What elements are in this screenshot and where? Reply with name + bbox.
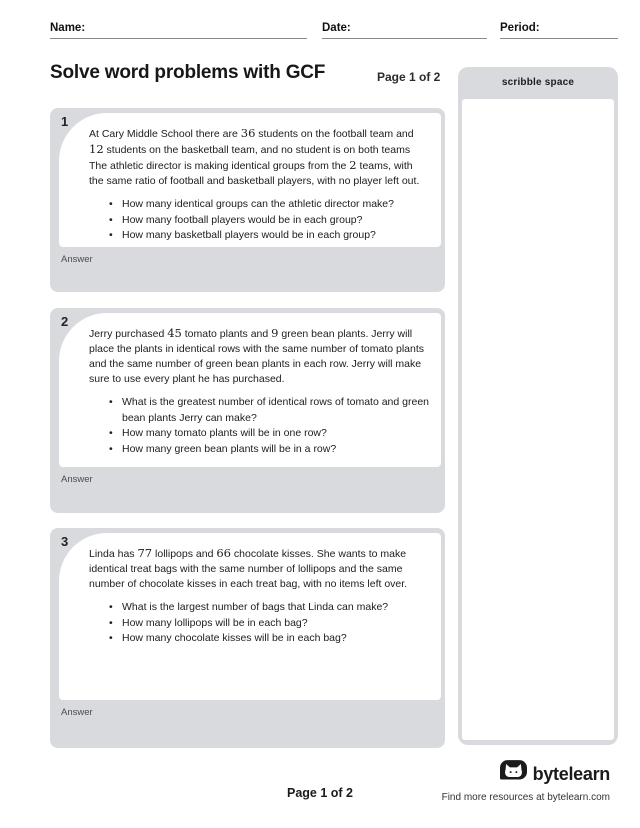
bytelearn-cat-icon — [500, 760, 527, 788]
problem-question-item: • How many tomato plants will be in one row? — [109, 426, 429, 442]
answer-label: Answer — [61, 474, 93, 485]
problem-text: Jerry purchased 45 tomato plants and 9 green bean plants. Jerry will place the plants in identical rows with the same number of tomato plants and the same number of green bean plants in each row. Jerry will make sure to use every plant he has purchased. — [89, 326, 425, 385]
problem-question-item: • How many basketball players would be in each group? — [109, 228, 429, 244]
scribble-space-label: scribble space — [501, 77, 575, 88]
problem-card — [50, 108, 445, 292]
problem-question-box — [59, 313, 441, 467]
footer-tagline: Find more resources at bytelearn.com — [441, 792, 610, 803]
problem-question-box — [59, 113, 441, 247]
problem-question-box — [59, 533, 441, 700]
answer-label: Answer — [61, 707, 93, 718]
problem-card — [50, 528, 445, 748]
problem-questions — [109, 395, 429, 457]
problem-question-item: • How many lollipops will be in each bag? — [109, 616, 429, 632]
problem-questions — [109, 197, 429, 244]
problem-question-item: • What is the greatest number of identical rows of tomato and green bean plants Jerry can make? — [109, 395, 429, 426]
problem-card — [50, 308, 445, 513]
page-indicator: Page 1 of 2 — [377, 70, 441, 84]
problem-number: 3 — [61, 534, 69, 549]
name-label: Name: — [50, 22, 86, 34]
answer-label: Answer — [61, 254, 93, 265]
problem-question-item: • How many green bean plants will be in a row? — [109, 442, 429, 458]
date-label: Date: — [322, 22, 351, 34]
page-title: Solve word problems with GCF — [50, 62, 326, 83]
problem-number: 1 — [61, 114, 69, 129]
problem-number: 2 — [61, 314, 69, 329]
problem-question-item: • How many chocolate kisses will be in each bag? — [109, 631, 429, 647]
footer-page-indicator: Page 1 of 2 — [287, 786, 353, 800]
problem-questions — [109, 600, 429, 647]
bytelearn-logo — [500, 760, 610, 788]
problem-text: Linda has 77 lollipops and 66 chocolate kisses. She wants to make identical treat bags with the same number of lollipops and the same number of chocolate kisses in each treat bag, with no items left over. — [89, 546, 408, 590]
problem-question-item: • How many football players would be in each group? — [109, 213, 429, 229]
problem-question-item: • What is the largest number of bags that Linda can make? — [109, 600, 429, 616]
period-label: Period: — [500, 22, 540, 34]
bytelearn-wordmark: bytelearn — [532, 763, 610, 784]
problem-text: At Cary Middle School there are 36 students on the football team and 12 students on the basketball team, and no student is on both teams The athletic director is making identical groups from the 2 teams, with the same ratio of football and basketball players, with no player left out. — [89, 126, 420, 187]
problem-question-item: • How many identical groups can the athletic director make? — [109, 197, 429, 213]
